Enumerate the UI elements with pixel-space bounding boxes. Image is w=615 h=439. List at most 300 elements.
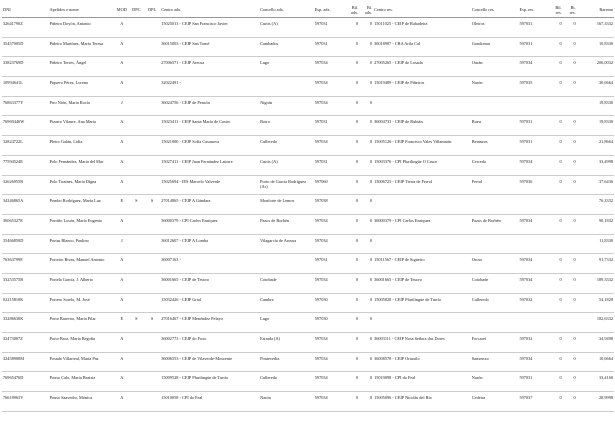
table-cell: 0 <box>573 375 576 381</box>
column-header: Baremo <box>577 3 614 18</box>
column-header: Bil. adx. <box>345 3 359 18</box>
table-cell: 597034 <box>519 257 533 263</box>
table-cell: Polo Fernández, María del Mar <box>49 158 104 164</box>
table-cell: 30,6664 <box>599 80 613 86</box>
table-cell: 36002773 - CEIP do Foxo <box>161 336 207 341</box>
table-cell: A <box>120 60 124 66</box>
table-cell: 15025694 - IES Marcelo Valverde <box>161 178 221 184</box>
table-cell: 597031 <box>519 119 533 125</box>
table-cell: 0 <box>369 158 373 164</box>
table-cell: 76863377Y <box>3 99 24 105</box>
table-cell: 15006725 - CEIP Tierra de Ferrol <box>374 178 433 184</box>
table-row <box>2 313 614 333</box>
table-cell: 37,6436 <box>599 178 613 184</box>
table-cell <box>471 96 519 116</box>
table-cell <box>129 175 144 195</box>
table-cell <box>129 392 144 412</box>
table-cell: 0 <box>559 336 562 341</box>
column-header: Bi. adx. <box>359 3 373 18</box>
table-cell: 0 <box>559 375 562 381</box>
table-cell: 36012607 - CEIP A Lomba <box>161 237 209 243</box>
table-cell: Ferrol <box>471 178 483 184</box>
column-header: Bi. res. <box>563 3 577 18</box>
table-cell: Cambre <box>260 296 274 302</box>
table-body <box>2 18 614 412</box>
table-cell <box>144 214 160 234</box>
table-cell: 597031 <box>314 257 328 263</box>
table-cell: Betanzos <box>471 139 488 145</box>
table-cell: 0 <box>573 178 576 184</box>
table-cell: 0 <box>369 80 373 86</box>
table-cell: 35466850D <box>3 237 24 243</box>
table-row <box>2 136 614 156</box>
table-cell <box>519 96 549 116</box>
table-cell: 15032426 - CEIP Grial <box>161 296 202 302</box>
table-cell: 597035 <box>519 80 533 86</box>
table-cell: 0 <box>573 395 576 401</box>
table-cell: 597031 <box>519 40 533 46</box>
table-cell: 34246865A <box>3 198 24 204</box>
table-cell: 0 <box>369 40 373 46</box>
table-cell: Piro Nión, María Rocío <box>49 99 91 105</box>
table-cell: Pombo Rodríguez, María Luz <box>49 198 101 204</box>
table-cell: Narón <box>471 80 483 86</box>
table-cell: A <box>120 80 124 86</box>
table-cell: 0 <box>573 355 576 361</box>
table-cell: 0 <box>573 139 576 145</box>
table-cell: 32458908M <box>3 355 25 361</box>
table-cell: 0 <box>369 237 373 243</box>
table-cell <box>144 234 160 254</box>
table-cell: 0 <box>559 158 562 164</box>
table-cell: 15021000 - CEIP Sofía Casanova <box>161 139 220 145</box>
table-cell: 597036 <box>519 178 533 184</box>
table-cell: 0 <box>355 178 359 184</box>
table-cell <box>144 18 160 38</box>
table-cell <box>129 352 144 372</box>
table-cell: 597034 <box>314 80 328 86</box>
table-cell: 32824722L <box>3 139 23 145</box>
table-cell: 33823769D <box>3 60 24 66</box>
assignment-table <box>2 3 614 412</box>
table-cell: Nigrán <box>260 99 273 105</box>
table-cell: 32626955R <box>3 178 24 184</box>
table-row <box>2 293 614 313</box>
table-row <box>2 155 614 175</box>
table-cell: 0 <box>369 119 373 125</box>
table-cell <box>144 293 160 313</box>
table-cell <box>471 195 519 215</box>
table-cell: Pazos de Borbén <box>471 217 501 223</box>
table-cell: 0 <box>573 21 576 26</box>
table-cell <box>373 96 471 116</box>
table-cell: 0 <box>559 217 562 223</box>
table-cell: 597031 <box>519 139 533 145</box>
table-cell: 0 <box>355 21 359 26</box>
table-cell: 0 <box>369 276 373 282</box>
table-row <box>2 37 614 57</box>
table-cell: A <box>120 355 124 361</box>
table-cell: Culleredo <box>260 375 278 381</box>
table-cell <box>129 293 144 313</box>
table-cell: Piñeiro Torres, Ángel <box>49 60 87 66</box>
table-cell <box>144 116 160 136</box>
table-cell: 0 <box>355 336 359 341</box>
table-cell: 32022491 - <box>161 80 181 86</box>
table-cell: 36065327E <box>3 217 23 223</box>
table-cell <box>563 195 577 215</box>
table-cell: 0 <box>355 158 359 164</box>
table-cell: Cotobade <box>260 276 277 282</box>
table-cell: A <box>120 375 124 381</box>
table-cell: 28,9998 <box>599 395 613 401</box>
table-cell <box>144 136 160 156</box>
table-cell: Pleiro Galán, Lidia <box>49 139 83 145</box>
table-cell <box>563 313 577 333</box>
table-cell: Porto Barreiro, María Pilar <box>49 316 96 322</box>
table-cell: A <box>120 139 124 145</box>
table-cell: 0 <box>573 257 576 263</box>
column-header: DPL <box>144 3 160 18</box>
table-cell <box>129 96 144 116</box>
table-cell: 0 <box>369 355 373 361</box>
table-cell: 189,3332 <box>596 276 613 282</box>
table-cell: S <box>150 316 154 322</box>
table-cell: 0 <box>573 40 576 46</box>
table-cell: 11,8330 <box>599 237 613 243</box>
table-cell <box>129 116 144 136</box>
table-cell: Portero Sotelo, M. José <box>49 296 90 302</box>
table-cell: 597030 <box>314 316 328 322</box>
table-cell: 0 <box>369 217 373 223</box>
table-cell: A <box>120 178 124 184</box>
table-cell: 167,3332 <box>596 21 613 26</box>
table-cell: Pazos de Borbén <box>260 217 289 223</box>
table-header <box>2 3 614 18</box>
table-cell: 34,9498 <box>599 336 613 341</box>
table-cell: 90,1832 <box>599 217 613 223</box>
table-row <box>2 214 614 234</box>
table-cell: S <box>135 198 138 204</box>
table-cell: 0 <box>355 316 359 322</box>
table-cell: 76363799E <box>3 257 23 263</box>
table-cell <box>144 57 160 77</box>
table-cell: 0 <box>559 119 562 125</box>
table-cell: Pouso Calo, María Beatriz <box>49 375 96 381</box>
table-cell <box>373 234 471 254</box>
table-cell: Polo Tiraínes, María Digna <box>49 178 97 184</box>
table-cell: 76618963V <box>3 395 24 401</box>
table-cell <box>129 214 144 234</box>
table-cell: 0 <box>355 99 359 105</box>
table-row <box>2 57 614 77</box>
table-cell: A <box>120 395 124 401</box>
table-cell: 0 <box>369 395 373 401</box>
column-header: Centro adx. <box>160 3 259 18</box>
table-cell <box>519 195 549 215</box>
table-cell: A <box>120 40 124 46</box>
table-cell: 0 <box>369 257 373 263</box>
table-cell: 0 <box>355 60 359 66</box>
table-cell: 35457005D <box>3 40 24 46</box>
column-header: MOD <box>115 3 129 18</box>
table-cell: 0 <box>355 40 359 46</box>
table-cell: Pontevedra <box>260 355 280 361</box>
table-cell: 15005126 - CEIP Francisco Vales Villamarín <box>374 139 452 145</box>
column-header: DNI <box>2 3 49 18</box>
table-cell: 0 <box>369 21 373 26</box>
table-cell <box>144 372 160 392</box>
table-cell <box>373 195 471 215</box>
table-cell: 0 <box>573 336 576 341</box>
table-cell: 597034 <box>314 60 328 66</box>
table-cell <box>259 254 314 274</box>
table-cell: 597034 <box>519 60 533 66</box>
table-cell <box>519 313 549 333</box>
table-cell <box>144 352 160 372</box>
table-row <box>2 77 614 97</box>
table-cell: 27006571 - CEIP Areosa <box>161 60 205 66</box>
table-cell: 02215818K <box>3 296 24 302</box>
table-cell: 33286630K <box>3 316 24 322</box>
column-header: Concello adx. <box>259 3 314 18</box>
table-cell: 0 <box>355 198 359 204</box>
table-cell <box>144 392 160 412</box>
table-cell: 36001665 - CEIP de Teucro <box>374 276 422 282</box>
table-cell: 21,8664 <box>599 139 613 145</box>
table-cell: 0 <box>559 395 562 401</box>
table-cell: Porto Broz, María Begoña <box>49 336 95 341</box>
table-cell <box>129 18 144 38</box>
table-cell: Pizarro Vilaure, Ana María <box>49 119 96 125</box>
table-cell: Estrada (A) <box>260 336 281 341</box>
table-cell: 597032 <box>519 296 533 302</box>
table-cell <box>259 77 314 97</box>
table-cell: Porteiro Rivas, Manuel Antonio <box>49 257 105 263</box>
table-cell: Piquero Pérez, Lorena <box>49 80 88 86</box>
table-cell: 0 <box>573 60 576 66</box>
table-cell: A <box>120 158 124 164</box>
table-cell: Bueu <box>471 119 481 125</box>
table-cell: 76,3332 <box>599 198 613 204</box>
table-cell: 91,7332 <box>599 257 613 263</box>
table-cell: 0 <box>355 139 359 145</box>
table-cell: 0 <box>573 217 576 223</box>
table-cell: 33253575R <box>3 276 24 282</box>
table-cell: 597060 <box>314 178 328 184</box>
table-cell: 0 <box>559 257 562 263</box>
table-cell <box>471 234 519 254</box>
table-cell: 182,6332 <box>596 316 613 322</box>
table-cell: 0 <box>355 119 359 125</box>
table-cell <box>129 333 144 353</box>
table-cell <box>471 313 519 333</box>
table-cell: 0 <box>355 80 359 86</box>
table-cell: Narón <box>260 395 271 401</box>
table-cell <box>129 372 144 392</box>
table-cell: 36006553 - CEIP de Vilaverde-Mourente <box>161 355 233 361</box>
table-cell: Oroso <box>471 257 483 263</box>
table-cell: 36018987 - CRA Arila Cal <box>374 40 421 46</box>
table-cell: 0 <box>369 178 373 184</box>
table-cell: Porriño Losón, María Eugenia <box>49 217 102 223</box>
table-cell: 597037 <box>519 395 533 401</box>
table-cell: 0 <box>369 60 373 66</box>
table-cell: Lugo <box>260 316 270 322</box>
table-cell <box>129 234 144 254</box>
table-cell <box>144 333 160 353</box>
table-row <box>2 234 614 254</box>
table-row <box>2 273 614 293</box>
column-header: DPC <box>129 3 144 18</box>
table-cell: 597031 <box>519 375 533 381</box>
table-cell: 36000379 - CPI Carlos Enríquez <box>374 217 431 223</box>
table-cell: A <box>120 336 124 341</box>
table-cell: 597034 <box>314 139 328 145</box>
table-cell: 10,8330 <box>599 40 613 46</box>
table-cell: 0 <box>369 99 373 105</box>
table-cell: 15005828 - CEIP Plurilingüe de Turrío <box>374 296 442 302</box>
table-cell: Portela García, J. Alberto <box>49 276 94 282</box>
table-cell <box>519 234 549 254</box>
table-cell: Cotobade <box>471 276 489 282</box>
table-cell: 15023411 - CEIP Santa María de Castro <box>161 119 231 125</box>
table-cell: 15010058 - CPI do Feal <box>161 395 203 401</box>
table-cell: Piñeiro Doyón, Antonio <box>49 21 91 26</box>
table-cell: 15027411 - CEIP Juan Fernández Latorre <box>161 158 233 164</box>
table-cell <box>373 313 471 333</box>
table-row <box>2 352 614 372</box>
table-cell: 0 <box>355 395 359 401</box>
table-cell: 0 <box>559 40 562 46</box>
table-cell: 33,4160 <box>599 375 613 381</box>
table-cell: Lugo <box>260 60 270 66</box>
table-cell: 36008578 - CEIP Ortuxilo <box>374 355 420 361</box>
table-cell: Cerceda <box>471 158 486 164</box>
table-cell: A <box>120 217 124 223</box>
table-cell: 76965476D <box>3 375 24 381</box>
table-cell: 10994641L <box>3 80 23 86</box>
table-cell: 0 <box>559 178 562 184</box>
table-cell: 15003376 - CPI Plurilingüe O Cruce <box>374 158 438 164</box>
table-cell: 597034 <box>314 336 328 341</box>
table-cell <box>129 77 144 97</box>
table-cell: 597031 <box>314 119 328 125</box>
table-cell: 0 <box>355 296 359 302</box>
table-cell: Narón <box>471 375 483 381</box>
table-cell: 54,1828 <box>599 296 613 302</box>
table-cell <box>563 234 577 254</box>
table-cell: 597034 <box>314 217 328 223</box>
table-row <box>2 254 614 274</box>
table-cell: A <box>120 276 124 282</box>
table-cell: A <box>120 257 124 263</box>
table-cell: E <box>120 316 124 322</box>
table-cell: S <box>150 198 154 204</box>
table-cell <box>549 195 563 215</box>
table-cell: Porto de García Rodríguez (As) <box>260 178 307 189</box>
table-cell: 0 <box>355 276 359 282</box>
table-cell: Vilagarcía de Arousa <box>260 237 297 243</box>
table-cell: 15011025 - CEIP de Rabadeira <box>374 21 428 26</box>
table-cell <box>129 155 144 175</box>
table-cell: 0 <box>355 375 359 381</box>
table-cell: J <box>120 99 123 105</box>
table-cell: 0 <box>573 276 576 282</box>
table-cell: 0 <box>559 21 562 26</box>
table-cell <box>144 37 160 57</box>
table-cell: Curtis (A) <box>260 158 278 164</box>
table-cell: 597031 <box>314 40 328 46</box>
table-cell: 0 <box>355 237 359 243</box>
table-cell: 27014865 - CEIP A Gándara <box>161 198 211 204</box>
table-cell: 597034 <box>519 355 533 361</box>
table-cell <box>144 96 160 116</box>
table-cell: A <box>120 296 124 302</box>
table-cell: 15011567 - CEIP de Sigüeiro <box>374 257 425 263</box>
table-cell <box>563 96 577 116</box>
table-cell: 0 <box>355 355 359 361</box>
table-cell: 597034 <box>314 355 328 361</box>
table-cell: 36024756 - CEIP de Pensón <box>161 99 210 105</box>
table-cell: 36015003 - CEIP San Tomé <box>161 40 210 46</box>
table-cell: 10,6664 <box>599 355 613 361</box>
table-cell: 597031 <box>519 21 533 26</box>
table-cell <box>129 136 144 156</box>
table-cell <box>549 313 563 333</box>
table-cell <box>549 234 563 254</box>
table-cell: Ourán <box>471 60 483 66</box>
column-header: Centro res. <box>373 3 471 18</box>
table-cell: S <box>135 316 138 322</box>
table-cell: A <box>120 119 124 125</box>
table-cell <box>129 57 144 77</box>
column-header: Bil. res. <box>549 3 563 18</box>
table-cell: 27016467 - CEIP Menéndez Pelayo <box>161 316 223 322</box>
table-cell: Forcarei <box>471 336 487 341</box>
table-cell: 0 <box>559 276 562 282</box>
table-cell: 76969446W <box>3 119 25 125</box>
table-cell: 19,8330 <box>599 119 613 125</box>
table-cell <box>144 273 160 293</box>
table-cell: 15019098 - CPI do Feal <box>374 375 416 381</box>
table-cell: 0 <box>573 80 576 86</box>
table-cell: Culleredo <box>471 296 489 302</box>
table-cell: 77594524E <box>3 158 23 164</box>
table-cell: 32641790Z <box>3 21 23 26</box>
table-cell: Posada Villarreal, María Paz <box>49 355 99 361</box>
table-cell: 597031 <box>314 21 328 26</box>
table-cell: 0 <box>369 139 373 145</box>
table-row <box>2 18 614 38</box>
table-cell: 597034 <box>314 276 328 282</box>
table-cell: 36001665 - CEIP de Teucro <box>161 276 210 282</box>
table-cell: E <box>120 198 124 204</box>
table-cell: J <box>120 237 123 243</box>
table-cell: Pouso Saavedra, Mónica <box>49 395 93 401</box>
table-cell: Piñeiro Martínez, María Teresa <box>49 40 104 46</box>
table-cell: Monforte de Lemos <box>260 198 295 204</box>
table-cell: 15005096 - CEIP Nicolás del Río <box>374 395 432 401</box>
column-header: Esp. res. <box>519 3 549 18</box>
table-cell: A <box>120 21 124 26</box>
table-cell <box>144 77 160 97</box>
table-cell: Oleiros <box>471 21 485 26</box>
table-cell: 0 <box>559 355 562 361</box>
table-cell: 597034 <box>314 237 328 243</box>
table-cell: 32473007Z <box>3 336 23 341</box>
table-cell: Sanxenxo <box>471 355 489 361</box>
